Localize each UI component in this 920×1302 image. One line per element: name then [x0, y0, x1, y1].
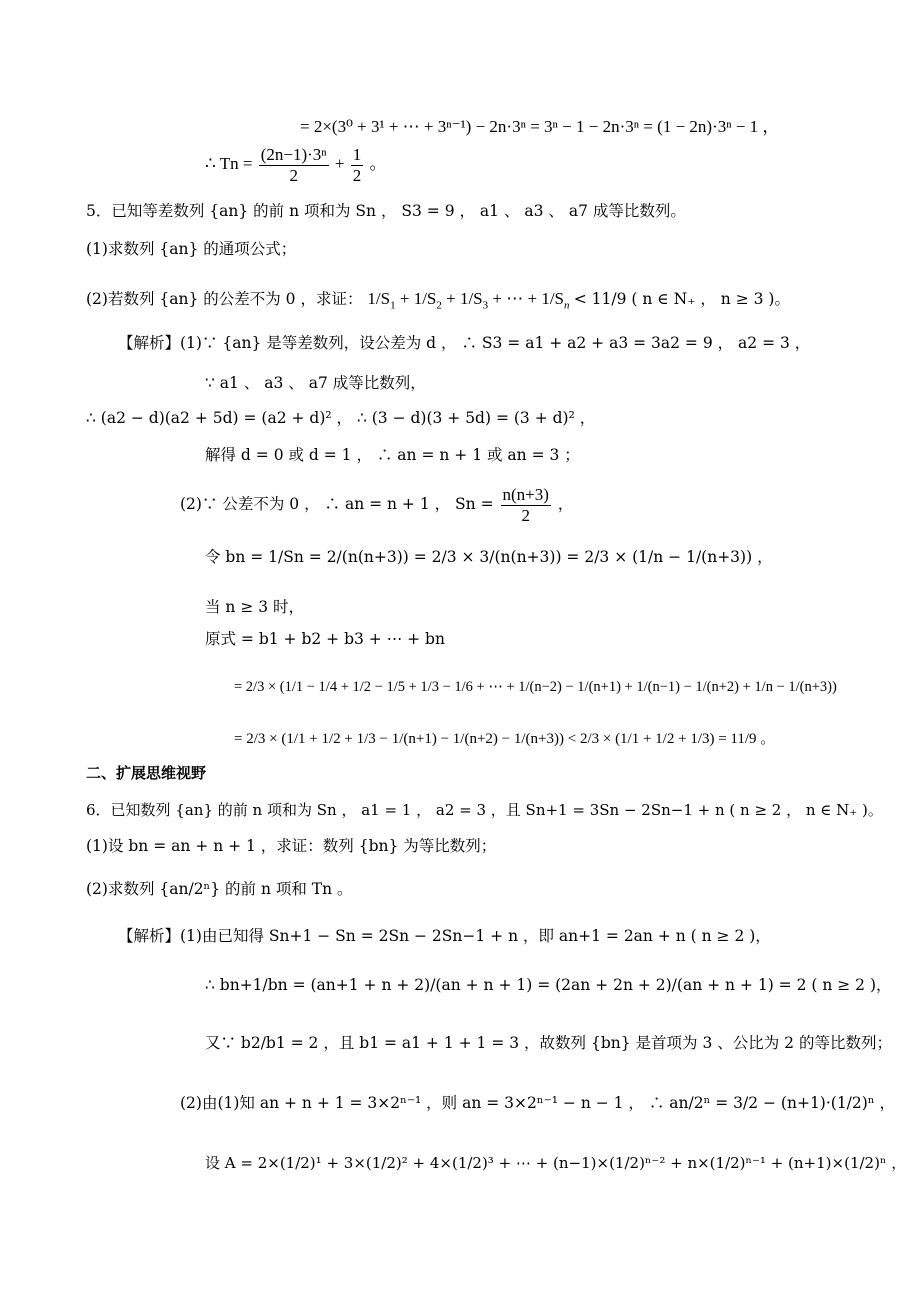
question-text: < 11/9 ( n ∈ N₊ ， n ≥ 3 )。	[573, 290, 790, 308]
question-5-part-2	[86, 290, 790, 311]
solution-text: ∴ (a2 − d)(a2 + 5d) = (a2 + d)² ， ∴ (3 − d)(3 + 5d) = (3 + d)² ，	[86, 409, 596, 427]
question-5	[86, 204, 686, 220]
solution-text: 【解析】(1)由已知得 Sn+1 − Sn = 2Sn − 2Sn−1 + n ，即 an+1 = 2an + n ( n ≥ 2 )，	[118, 927, 771, 945]
question-5-part-1	[86, 242, 296, 258]
solution-text: 原式 = b1 + b2 + b3 + ⋯ + bn	[205, 630, 445, 648]
denominator: 2	[352, 165, 362, 185]
solution-text: 令 bn = 1/Sn = 2/(n(n+3)) = 2/3 × 3/(n(n+3)) = 2/3 × (1/n − 1/(n+3)) ，	[205, 548, 773, 566]
fraction	[351, 145, 364, 185]
fraction	[259, 145, 329, 185]
question-text: (1)设 bn = an + n + 1 ，求证：数列 {bn} 为等比数列；	[86, 837, 497, 855]
solution-line	[118, 336, 810, 352]
question-6-part-2	[86, 882, 353, 898]
question-text: (1)求数列 {an} 的通项公式；	[86, 240, 297, 258]
solution-text: 又∵ b2/b1 = 2 ，且 b1 = a1 + 1 + 1 = 3 ，故数列 {bn} 是首项为 3 、公比为 2 的等比数列；	[205, 1034, 892, 1052]
numerator: (2n−1)·3ⁿ	[260, 145, 327, 164]
solution-line	[205, 1156, 906, 1171]
solution-line	[205, 376, 426, 392]
fraction	[501, 485, 551, 525]
solution-text: (2)∵ 公差不为 0 ， ∴ an = n + 1 ， Sn =	[180, 495, 494, 514]
solution-line	[234, 732, 775, 747]
numerator: n(n+3)	[502, 485, 549, 504]
solution-line	[180, 485, 573, 525]
question-text: (2)求数列 {an/2ⁿ} 的前 n 项和 Tn 。	[86, 880, 353, 898]
section-heading	[86, 766, 206, 781]
solution-text: = 2/3 × (1/1 + 1/2 + 1/3 − 1/(n+1) − 1/(n+2) − 1/(n+3)) < 2/3 × (1/1 + 1/2 + 1/3) = 11/9 。	[234, 731, 776, 747]
equation-text: = 2×(3⁰ + 3¹ + ⋯ + 3ⁿ⁻¹) − 2n·3ⁿ = 3ⁿ − 1 − 2n·3ⁿ = (1 − 2n)·3ⁿ − 1 ，	[300, 117, 780, 136]
solution-text: 【解析】(1)∵ {an} 是等差数列，设公差为 d ， ∴ S3 = a1 + a2 + a3 = 3a2 = 9 ， a2 = 3 ，	[118, 334, 811, 352]
solution-line	[205, 632, 445, 648]
solution-text: 当 n ≥ 3 时，	[205, 598, 305, 616]
question-text: 5．已知等差数列 {an} 的前 n 项和为 Sn ， S3 = 9 ， a1 、 a3 、 a7 成等比数列。	[86, 202, 686, 220]
punctuation: ，	[557, 495, 574, 514]
solution-text: = 2/3 × (1/1 − 1/4 + 1/2 − 1/5 + 1/3 − 1/6 + ⋯ + 1/(n−2) − 1/(n+1) + 1/(n−1) − 1/(n+2) + 1/n − 1/(n+3))	[234, 679, 837, 695]
solution-line	[205, 600, 304, 616]
solution-line	[86, 411, 595, 427]
solution-text: 设 A = 2×(1/2)¹ + 3×(1/2)² + 4×(1/2)³ + ⋯ + (n−1)×(1/2)ⁿ⁻² + n×(1/2)ⁿ⁻¹ + (n+1)×(1/2)ⁿ ，	[205, 1154, 907, 1172]
sum-expression: $1/S_1 + 1/S_2 + 1/S_3$ + ⋯ + $1/S_n$	[367, 289, 570, 312]
equation-line	[300, 118, 779, 135]
question-text: (2)若数列 {an} 的公差不为 0 ，求证：	[86, 290, 363, 308]
solution-text: ∵ a1 、 a3 、 a7 成等比数列，	[205, 374, 426, 392]
denominator: 2	[289, 165, 298, 185]
question-6	[86, 803, 883, 818]
solution-line	[118, 929, 771, 945]
question-6-part-1	[86, 839, 496, 855]
punctuation: 。	[369, 153, 387, 173]
equation-line	[205, 145, 387, 185]
solution-line	[205, 448, 580, 464]
solution-line	[234, 680, 837, 695]
section-title: 二、扩展思维视野	[86, 764, 207, 782]
operator: +	[334, 153, 345, 173]
solution-line	[205, 978, 892, 994]
solution-line	[180, 1096, 895, 1112]
solution-text: (2)由(1)知 an + n + 1 = 3×2ⁿ⁻¹ ，则 an = 3×2ⁿ⁻¹ − n − 1 ， ∴ an/2ⁿ = 3/2 − (n+1)·(1/2)ⁿ ，	[180, 1094, 895, 1112]
question-text: 6．已知数列 {an} 的前 n 项和为 Sn ， a1 = 1 ， a2 = 3 ，且 Sn+1 = 3Sn − 2Sn−1 + n ( n ≥ 2 ， n ∈ N₊ )。	[86, 801, 883, 819]
denominator: 2	[521, 505, 530, 525]
numerator: 1	[352, 145, 362, 164]
solution-line	[205, 550, 773, 566]
solution-text: ∴ bn+1/bn = (an+1 + n + 2)/(an + n + 1) = (2an + 2n + 2)/(an + n + 1) = 2 ( n ≥ 2 )，	[205, 976, 892, 994]
solution-text: 解得 d = 0 或 d = 1 ， ∴ an = n + 1 或 an = 3 ；	[205, 446, 580, 464]
equation-text: ∴ Tn =	[205, 153, 253, 173]
solution-line	[205, 1036, 892, 1052]
